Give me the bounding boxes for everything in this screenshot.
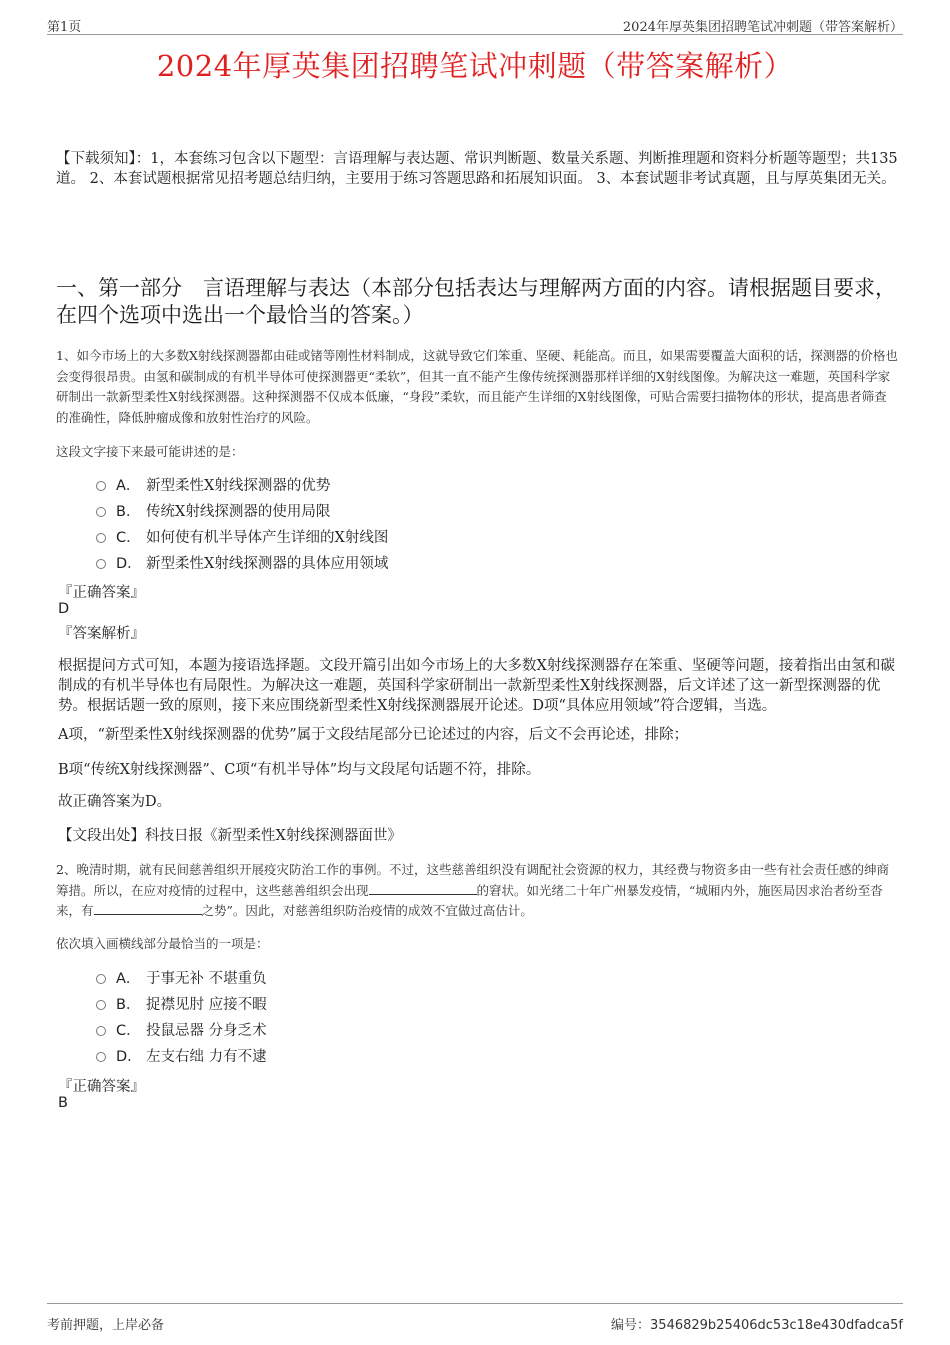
fill-blank-1[interactable]	[369, 881, 477, 895]
option-text: 新型柔性X射线探测器的优势	[146, 478, 331, 494]
option-text: 左支右绌 力有不逮	[146, 1049, 267, 1065]
document-title: 2024年厚英集团招聘笔试冲刺题（带答案解析）	[156, 49, 794, 83]
answer-label: 『正确答案』	[58, 1079, 145, 1095]
analysis-paragraph: 故正确答案为D。	[58, 794, 172, 810]
option-text: 投鼠忌器 分身乏术	[146, 1023, 267, 1039]
fill-blank-2[interactable]	[94, 901, 202, 915]
option-a[interactable]: A． 新型柔性X射线探测器的优势	[96, 473, 388, 499]
question-1-options	[96, 473, 388, 577]
radio-icon[interactable]	[96, 481, 106, 491]
radio-icon[interactable]	[96, 507, 106, 517]
option-text: 捉襟见肘 应接不暇	[146, 997, 267, 1013]
option-text: 传统X射线探测器的使用局限	[146, 504, 331, 520]
answer-value: B	[58, 1095, 68, 1111]
answer-label: 『正确答案』	[58, 585, 145, 601]
question-1-ask: 这段文字接下来最可能讲述的是：	[56, 444, 244, 459]
question-2-stem: 2、晚清时期，就有民间慈善组织开展疫灾防治工作的事例。不过，这些慈善组织没有调配社会资源的权力，其经费与物资多由一些有社会责任感的绅商筹措。所以，在应对疫情的过程中，这些慈善组织会出现 的窘状。如光绪二十年广州暴发疫情，“城厢内外，施医局因求治者纷至沓来，有 之势”。因此，对慈善组织防治疫情的成效不宜做过高估计。	[56, 862, 889, 918]
option-d[interactable]: D． 左支右绌 力有不逮	[96, 1044, 267, 1070]
footer-slogan: 考前押题，上岸必备	[47, 1318, 165, 1333]
option-b[interactable]: B． 传统X射线探测器的使用局限	[96, 499, 388, 525]
analysis-paragraph: A项，“新型柔性X射线探测器的优势”属于文段结尾部分已论述过的内容，后文不会再论述，排除；	[58, 727, 689, 743]
option-c[interactable]: C． 投鼠忌器 分身乏术	[96, 1018, 267, 1044]
analysis-paragraph: B项“传统X射线探测器”、C项“有机半导体”均与文段尾句话题不符，排除。	[58, 762, 541, 778]
page-footer	[47, 1303, 903, 1332]
option-a[interactable]: A． 于事无补 不堪重负	[96, 966, 267, 992]
analysis-paragraph: 根据提问方式可知，本题为接语选择题。文段开篇引出如今市场上的大多数X射线探测器存在笨重、坚硬等问题，接着指出由氢和碳制成的有机半导体也有局限性。为解决这一难题，英国科学家研制出一款新型柔性X射线探测器，后文详述了这一新型探测器的优势。根据话题一致的原则，接下来应围绕新型柔性X射线探测器展开论述。D项“具体应用领域”符合逻辑，当选。	[58, 658, 895, 714]
radio-icon[interactable]	[96, 533, 106, 543]
analysis-label: 『答案解析』	[58, 626, 145, 642]
option-b[interactable]: B． 捉襟见肘 应接不暇	[96, 992, 267, 1018]
option-text: 于事无补 不堪重负	[146, 971, 267, 987]
answer-value: D	[58, 601, 70, 617]
option-text: 新型柔性X射线探测器的具体应用领域	[146, 556, 389, 572]
option-text: 如何使有机半导体产生详细的X射线图	[146, 530, 389, 546]
option-d[interactable]: D． 新型柔性X射线探测器的具体应用领域	[96, 551, 388, 577]
header-doc-name: 2024年厚英集团招聘笔试冲刺题（带答案解析）	[622, 20, 903, 35]
document-code: 编号：3546829b25406dc53c18e430dfadca5f	[611, 1318, 903, 1333]
radio-icon[interactable]	[96, 1000, 106, 1010]
radio-icon[interactable]	[96, 1052, 106, 1062]
download-notice: 【下载须知】：1，本套练习包含以下题型：言语理解与表达题、常识判断题、数量关系题、判断推理题和资料分析题等题型；共135道。 2、本套试题根据常见招考题总结归纳，主要用于练习答题思路和拓展知识面。 3、本套试题非考试真题，且与厚英集团无关。	[56, 151, 898, 187]
question-1-stem: 1、如今市场上的大多数X射线探测器都由硅或锗等刚性材料制成，这就导致它们笨重、坚硬、耗能高。而且，如果需要覆盖大面积的话，探测器的价格也会变得很昂贵。由氢和碳制成的有机半导体可使探测器更“柔软”，但其一直不能产生像传统探测器那样详细的X射线图像。为解决这一难题，英国科学家研制出一款新型柔性X射线探测器。这种探测器不仅成本低廉，“身段”柔软，而且能产生详细的X射线图像，可贴合需要扫描物体的形状，提高患者筛查的准确性，降低肿瘤成像和放射性治疗的风险。	[56, 348, 898, 425]
question-2-ask: 依次填入画横线部分最恰当的一项是：	[56, 936, 269, 951]
source-citation: 【文段出处】科技日报《新型柔性X射线探测器面世》	[58, 828, 402, 844]
page-header	[47, 14, 903, 35]
radio-icon[interactable]	[96, 1026, 106, 1036]
radio-icon[interactable]	[96, 559, 106, 569]
page-number: 第1页	[47, 20, 82, 35]
section-heading: 一、第一部分 言语理解与表达（本部分包括表达与理解两方面的内容。请根据题目要求，在四个选项中选出一个最恰当的答案。）	[56, 276, 896, 327]
option-c[interactable]: C． 如何使有机半导体产生详细的X射线图	[96, 525, 388, 551]
question-2-options	[96, 966, 267, 1070]
radio-icon[interactable]	[96, 974, 106, 984]
